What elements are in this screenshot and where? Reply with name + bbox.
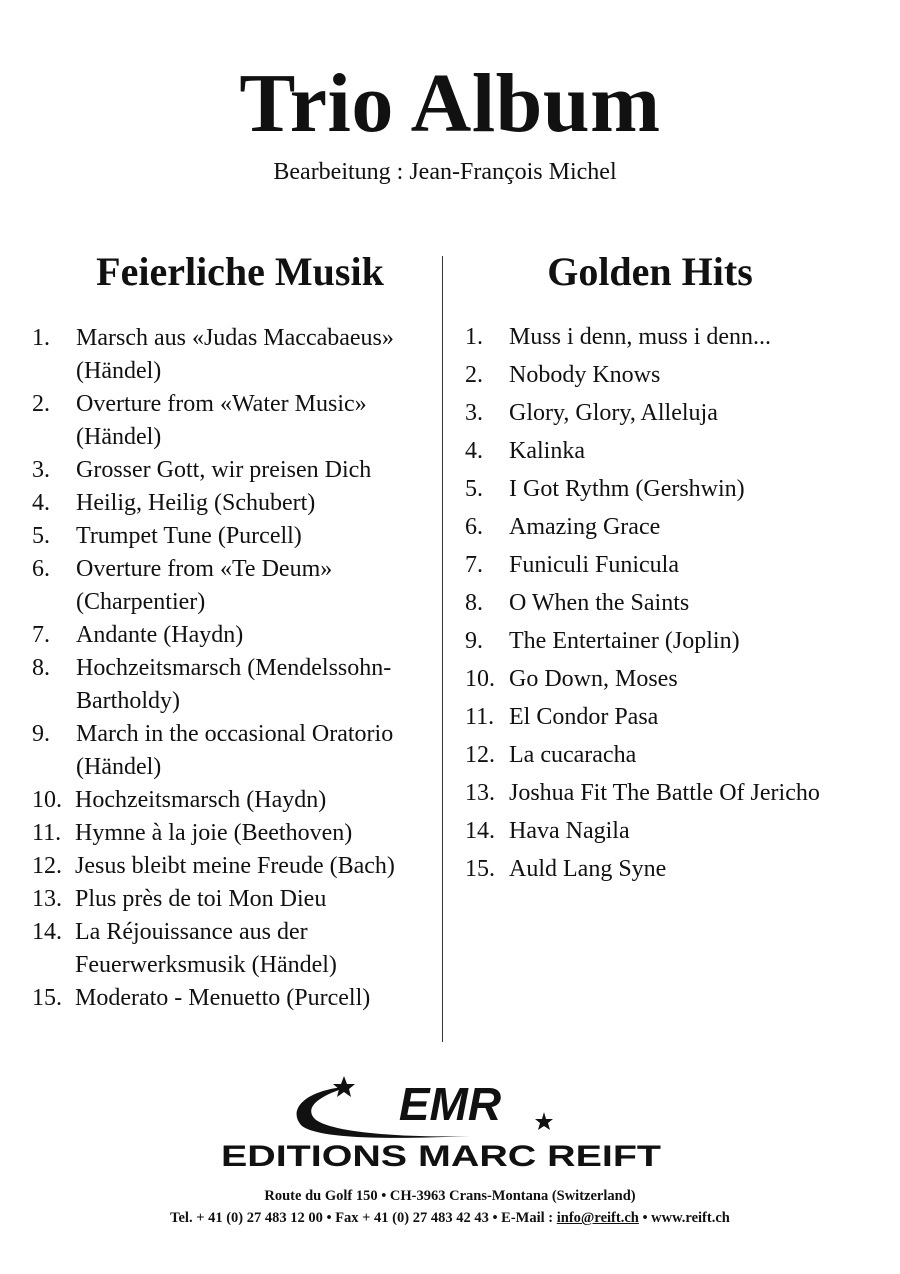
star-icon — [535, 1112, 553, 1130]
item-number: 11. — [465, 704, 495, 730]
item-title: Grosser Gott, wir preisen Dich — [76, 457, 372, 483]
item-title: Muss i denn, muss i denn... — [509, 324, 772, 350]
item-number: 2. — [465, 362, 483, 388]
item-title: Overture from «Te Deum» (Charpentier) — [76, 556, 333, 615]
list-item — [465, 622, 885, 660]
list-item — [32, 982, 437, 1015]
item-title: Plus près de toi Mon Dieu — [75, 886, 327, 912]
list-item — [465, 508, 885, 546]
list-item — [32, 520, 437, 553]
list-item — [465, 318, 885, 356]
item-number: 9. — [32, 721, 50, 747]
list-item — [32, 619, 437, 652]
list-item — [465, 812, 885, 850]
email-link[interactable]: info@reift.ch — [556, 1210, 639, 1226]
item-number: 7. — [465, 552, 483, 578]
emr-logo — [0, 1072, 900, 1172]
item-title: Overture from «Water Music» (Händel) — [76, 391, 367, 450]
item-number: 13. — [32, 886, 62, 912]
item-title: Hymne à la joie (Beethoven) — [75, 820, 353, 846]
item-title: Marsch aus «Judas Maccabaeus» (Händel) — [76, 325, 394, 384]
item-title: Auld Lang Syne — [509, 856, 667, 882]
item-number: 8. — [465, 590, 483, 616]
item-number: 6. — [32, 556, 50, 582]
item-title: La cucaracha — [509, 742, 637, 768]
list-item — [32, 883, 437, 916]
list-item — [465, 470, 885, 508]
column-divider — [442, 256, 443, 1042]
list-item — [465, 394, 885, 432]
right-column-heading: Golden Hits — [547, 249, 753, 294]
item-title: Trumpet Tune (Purcell) — [76, 523, 302, 549]
item-number: 12. — [465, 742, 495, 768]
item-number: 14. — [465, 818, 495, 844]
item-title: O When the Saints — [509, 590, 690, 616]
item-number: 12. — [32, 853, 62, 879]
item-number: 4. — [465, 438, 483, 464]
publisher-name: EDITIONS MARC REIFT — [221, 1140, 661, 1172]
item-title: March in the occasional Oratorio (Händel) — [76, 721, 394, 780]
list-item — [465, 736, 885, 774]
item-number: 11. — [32, 820, 62, 846]
list-item — [465, 432, 885, 470]
item-title: Joshua Fit The Battle Of Jericho — [509, 780, 820, 806]
item-title: Hochzeitsmarsch (Haydn) — [75, 787, 327, 813]
logo-monogram: EMR — [398, 1078, 502, 1130]
list-item — [32, 817, 437, 850]
list-item — [32, 718, 437, 784]
item-title: The Entertainer (Joplin) — [509, 628, 740, 654]
list-item — [32, 784, 437, 817]
list-item — [465, 584, 885, 622]
list-item — [32, 916, 437, 982]
album-title: Trio Album — [239, 57, 661, 150]
left-column-heading: Feierliche Musik — [96, 249, 384, 294]
item-title: Heilig, Heilig (Schubert) — [76, 490, 316, 516]
item-title: Amazing Grace — [509, 514, 661, 540]
item-title: Andante (Haydn) — [76, 622, 244, 648]
publisher-address: Route du Golf 150 • CH-3963 Crans-Montana (Switzerland) — [264, 1188, 636, 1204]
item-number: 13. — [465, 780, 495, 806]
item-title: El Condor Pasa — [509, 704, 659, 730]
list-item — [32, 652, 437, 718]
item-number: 5. — [32, 523, 50, 549]
item-title: Jesus bleibt meine Freude (Bach) — [75, 853, 395, 879]
feierliche-musik-list — [32, 322, 437, 1015]
item-title: Go Down, Moses — [509, 666, 678, 692]
item-title: Moderato - Menuetto (Purcell) — [75, 985, 371, 1011]
item-number: 15. — [32, 985, 62, 1011]
item-number: 8. — [32, 655, 50, 681]
item-number: 1. — [465, 324, 483, 350]
item-title: Glory, Glory, Alleluja — [509, 400, 718, 426]
star-icon — [333, 1076, 355, 1097]
item-number: 10. — [465, 666, 495, 692]
item-title: Hochzeitsmarsch (Mendelssohn-Bartholdy) — [76, 655, 392, 714]
item-number: 9. — [465, 628, 483, 654]
list-item — [465, 774, 885, 812]
list-item — [32, 454, 437, 487]
item-number: 7. — [32, 622, 50, 648]
list-item — [32, 388, 437, 454]
item-title: Funiculi Funicula — [509, 552, 679, 578]
golden-hits-list — [465, 318, 885, 888]
list-item — [32, 553, 437, 619]
item-number: 3. — [465, 400, 483, 426]
item-title: I Got Rythm (Gershwin) — [509, 476, 745, 502]
list-item — [465, 546, 885, 584]
item-number: 15. — [465, 856, 495, 882]
item-number: 3. — [32, 457, 50, 483]
list-item — [465, 356, 885, 394]
item-number: 10. — [32, 787, 62, 813]
item-title: Kalinka — [509, 438, 585, 464]
arranger-credit: Bearbeitung : Jean-François Michel — [273, 159, 617, 185]
item-number: 1. — [32, 325, 50, 351]
contact-phone-fax: Tel. + 41 (0) 27 483 12 00 • Fax + 41 (0) 27 483 42 43 • E-Mail : — [170, 1210, 557, 1226]
list-item — [465, 698, 885, 736]
item-title: Hava Nagila — [509, 818, 630, 844]
item-number: 2. — [32, 391, 50, 417]
item-number: 4. — [32, 490, 50, 516]
list-item — [465, 660, 885, 698]
list-item — [32, 322, 437, 388]
list-item — [32, 487, 437, 520]
item-number: 14. — [32, 919, 62, 945]
item-number: 6. — [465, 514, 483, 540]
item-title: La Réjouissance aus der Feuerwerksmusik (Händel) — [75, 919, 337, 978]
item-title: Nobody Knows — [509, 362, 661, 388]
item-number: 5. — [465, 476, 483, 502]
list-item — [465, 850, 885, 888]
publisher-contact — [0, 1210, 900, 1227]
list-item — [32, 850, 437, 883]
contact-website: • www.reift.ch — [638, 1210, 730, 1226]
